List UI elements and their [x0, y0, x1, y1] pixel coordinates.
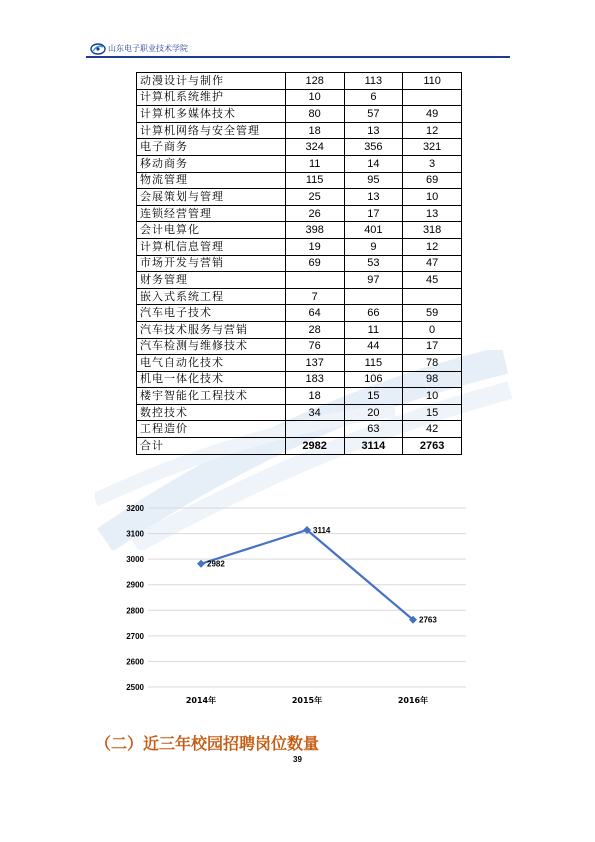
value-2016-cell: 15: [403, 404, 462, 421]
major-name-cell: 电气自动化技术: [137, 355, 286, 372]
value-2014-cell: 398: [285, 222, 344, 239]
line-chart: [100, 495, 500, 715]
value-2014-cell: 115: [285, 172, 344, 189]
value-2014-cell: 64: [285, 305, 344, 322]
value-2014-cell: 7: [285, 288, 344, 305]
y-tick-label: 2800: [126, 606, 144, 616]
value-2015-cell: 95: [344, 172, 403, 189]
major-name-cell: 计算机多媒体技术: [137, 106, 286, 123]
major-name-cell: 计算机网络与安全管理: [137, 122, 286, 139]
major-name-cell: 嵌入式系统工程: [137, 288, 286, 305]
major-name-cell: 汽车技术服务与营销: [137, 321, 286, 338]
value-2016-cell: 2763: [403, 438, 462, 455]
value-2015-cell: 17: [344, 205, 403, 222]
value-2014-cell: [285, 421, 344, 438]
value-2016-cell: 10: [403, 189, 462, 206]
value-2016-cell: 110: [403, 73, 462, 90]
x-tick-label: 2014年: [185, 696, 217, 705]
value-2015-cell: 115: [344, 355, 403, 372]
value-2014-cell: 18: [285, 388, 344, 405]
table-row: [137, 189, 462, 206]
major-name-cell: 电子商务: [137, 139, 286, 156]
value-2016-cell: [403, 89, 462, 106]
value-2014-cell: 137: [285, 355, 344, 372]
y-tick-label: 2600: [126, 657, 144, 667]
value-2016-cell: 0: [403, 321, 462, 338]
table-row: [137, 272, 462, 289]
value-2015-cell: 15: [344, 388, 403, 405]
value-2014-cell: 80: [285, 106, 344, 123]
page-number: 39: [293, 755, 302, 764]
x-tick-label: 2016年: [397, 696, 429, 705]
value-2016-cell: 3: [403, 155, 462, 172]
table-row: [137, 172, 462, 189]
data-label: 3114: [313, 525, 331, 535]
table-row: [137, 355, 462, 372]
value-2014-cell: 28: [285, 321, 344, 338]
y-tick-label: 2700: [126, 631, 144, 641]
table-row: [137, 421, 462, 438]
value-2014-cell: 25: [285, 189, 344, 206]
table-row: [137, 388, 462, 405]
value-2016-cell: 10: [403, 388, 462, 405]
table-row: [137, 255, 462, 272]
y-tick-label: 2900: [126, 580, 144, 590]
table-row: [137, 205, 462, 222]
major-name-cell: 市场开发与营销: [137, 255, 286, 272]
major-name-cell: 连锁经营管理: [137, 205, 286, 222]
total-label: 合计: [137, 438, 286, 455]
total-row: [137, 438, 462, 455]
value-2015-cell: 53: [344, 255, 403, 272]
table-row: [137, 238, 462, 255]
major-name-cell: 楼宇智能化工程技术: [137, 388, 286, 405]
value-2014-cell: 69: [285, 255, 344, 272]
major-name-cell: 移动商务: [137, 155, 286, 172]
series-line: [201, 530, 413, 620]
value-2015-cell: 20: [344, 404, 403, 421]
major-name-cell: 汽车检测与维修技术: [137, 338, 286, 355]
value-2014-cell: 10: [285, 89, 344, 106]
value-2016-cell: 69: [403, 172, 462, 189]
table-row: [137, 321, 462, 338]
major-name-cell: 工程造价: [137, 421, 286, 438]
major-name-cell: 会计电算化: [137, 222, 286, 239]
value-2014-cell: 18: [285, 122, 344, 139]
school-logo-icon: [90, 42, 106, 56]
value-2016-cell: 42: [403, 421, 462, 438]
value-2014-cell: 11: [285, 155, 344, 172]
table-row: [137, 73, 462, 90]
section-title: （二）近三年校园招聘岗位数量: [95, 734, 320, 753]
table-row: [137, 305, 462, 322]
value-2015-cell: 113: [344, 73, 403, 90]
value-2014-cell: 19: [285, 238, 344, 255]
y-tick-label: 3000: [126, 555, 144, 565]
value-2016-cell: [403, 288, 462, 305]
employment-table: [136, 72, 462, 455]
value-2015-cell: [344, 288, 403, 305]
value-2015-cell: 356: [344, 139, 403, 156]
value-2015-cell: 66: [344, 305, 403, 322]
y-tick-label: 2500: [126, 683, 144, 692]
value-2014-cell: [285, 272, 344, 289]
value-2014-cell: 128: [285, 73, 344, 90]
table-row: [137, 106, 462, 123]
value-2015-cell: 57: [344, 106, 403, 123]
value-2016-cell: 78: [403, 355, 462, 372]
value-2016-cell: 13: [403, 205, 462, 222]
value-2014-cell: 324: [285, 139, 344, 156]
y-tick-label: 3200: [126, 504, 144, 513]
value-2015-cell: 14: [344, 155, 403, 172]
value-2016-cell: 47: [403, 255, 462, 272]
table-row: [137, 288, 462, 305]
table-row: [137, 139, 462, 156]
value-2016-cell: 59: [403, 305, 462, 322]
value-2016-cell: 98: [403, 371, 462, 388]
value-2016-cell: 17: [403, 338, 462, 355]
value-2016-cell: 45: [403, 272, 462, 289]
value-2014-cell: 183: [285, 371, 344, 388]
value-2014-cell: 76: [285, 338, 344, 355]
value-2016-cell: 318: [403, 222, 462, 239]
value-2014-cell: 26: [285, 205, 344, 222]
table-row: [137, 222, 462, 239]
major-name-cell: 财务管理: [137, 272, 286, 289]
table-row: [137, 404, 462, 421]
table-row: [137, 155, 462, 172]
major-name-cell: 数控技术: [137, 404, 286, 421]
value-2014-cell: 2982: [285, 438, 344, 455]
value-2015-cell: 13: [344, 122, 403, 139]
major-name-cell: 计算机系统维护: [137, 89, 286, 106]
header-divider: [86, 56, 510, 58]
value-2016-cell: 49: [403, 106, 462, 123]
value-2015-cell: 44: [344, 338, 403, 355]
value-2015-cell: 401: [344, 222, 403, 239]
value-2014-cell: 34: [285, 404, 344, 421]
header-title: 山东电子职业技术学院: [108, 44, 188, 53]
table-row: [137, 338, 462, 355]
line-chart-svg: [100, 495, 500, 715]
value-2016-cell: 12: [403, 238, 462, 255]
value-2015-cell: 97: [344, 272, 403, 289]
major-name-cell: 物流管理: [137, 172, 286, 189]
value-2015-cell: 63: [344, 421, 403, 438]
value-2016-cell: 321: [403, 139, 462, 156]
major-name-cell: 汽车电子技术: [137, 305, 286, 322]
major-name-cell: 计算机信息管理: [137, 238, 286, 255]
major-name-cell: 动漫设计与制作: [137, 73, 286, 90]
value-2015-cell: 106: [344, 371, 403, 388]
major-name-cell: 会展策划与管理: [137, 189, 286, 206]
table-row: [137, 89, 462, 106]
table-row: [137, 122, 462, 139]
data-point-marker: [197, 560, 205, 568]
value-2015-cell: 3114: [344, 438, 403, 455]
x-tick-label: 2015年: [291, 696, 323, 705]
data-label: 2763: [419, 615, 437, 625]
table-row: [137, 371, 462, 388]
major-name-cell: 机电一体化技术: [137, 371, 286, 388]
y-tick-label: 3100: [126, 529, 144, 539]
data-label: 2982: [207, 559, 225, 569]
value-2015-cell: 13: [344, 189, 403, 206]
value-2016-cell: 12: [403, 122, 462, 139]
value-2015-cell: 6: [344, 89, 403, 106]
value-2015-cell: 9: [344, 238, 403, 255]
value-2015-cell: 11: [344, 321, 403, 338]
